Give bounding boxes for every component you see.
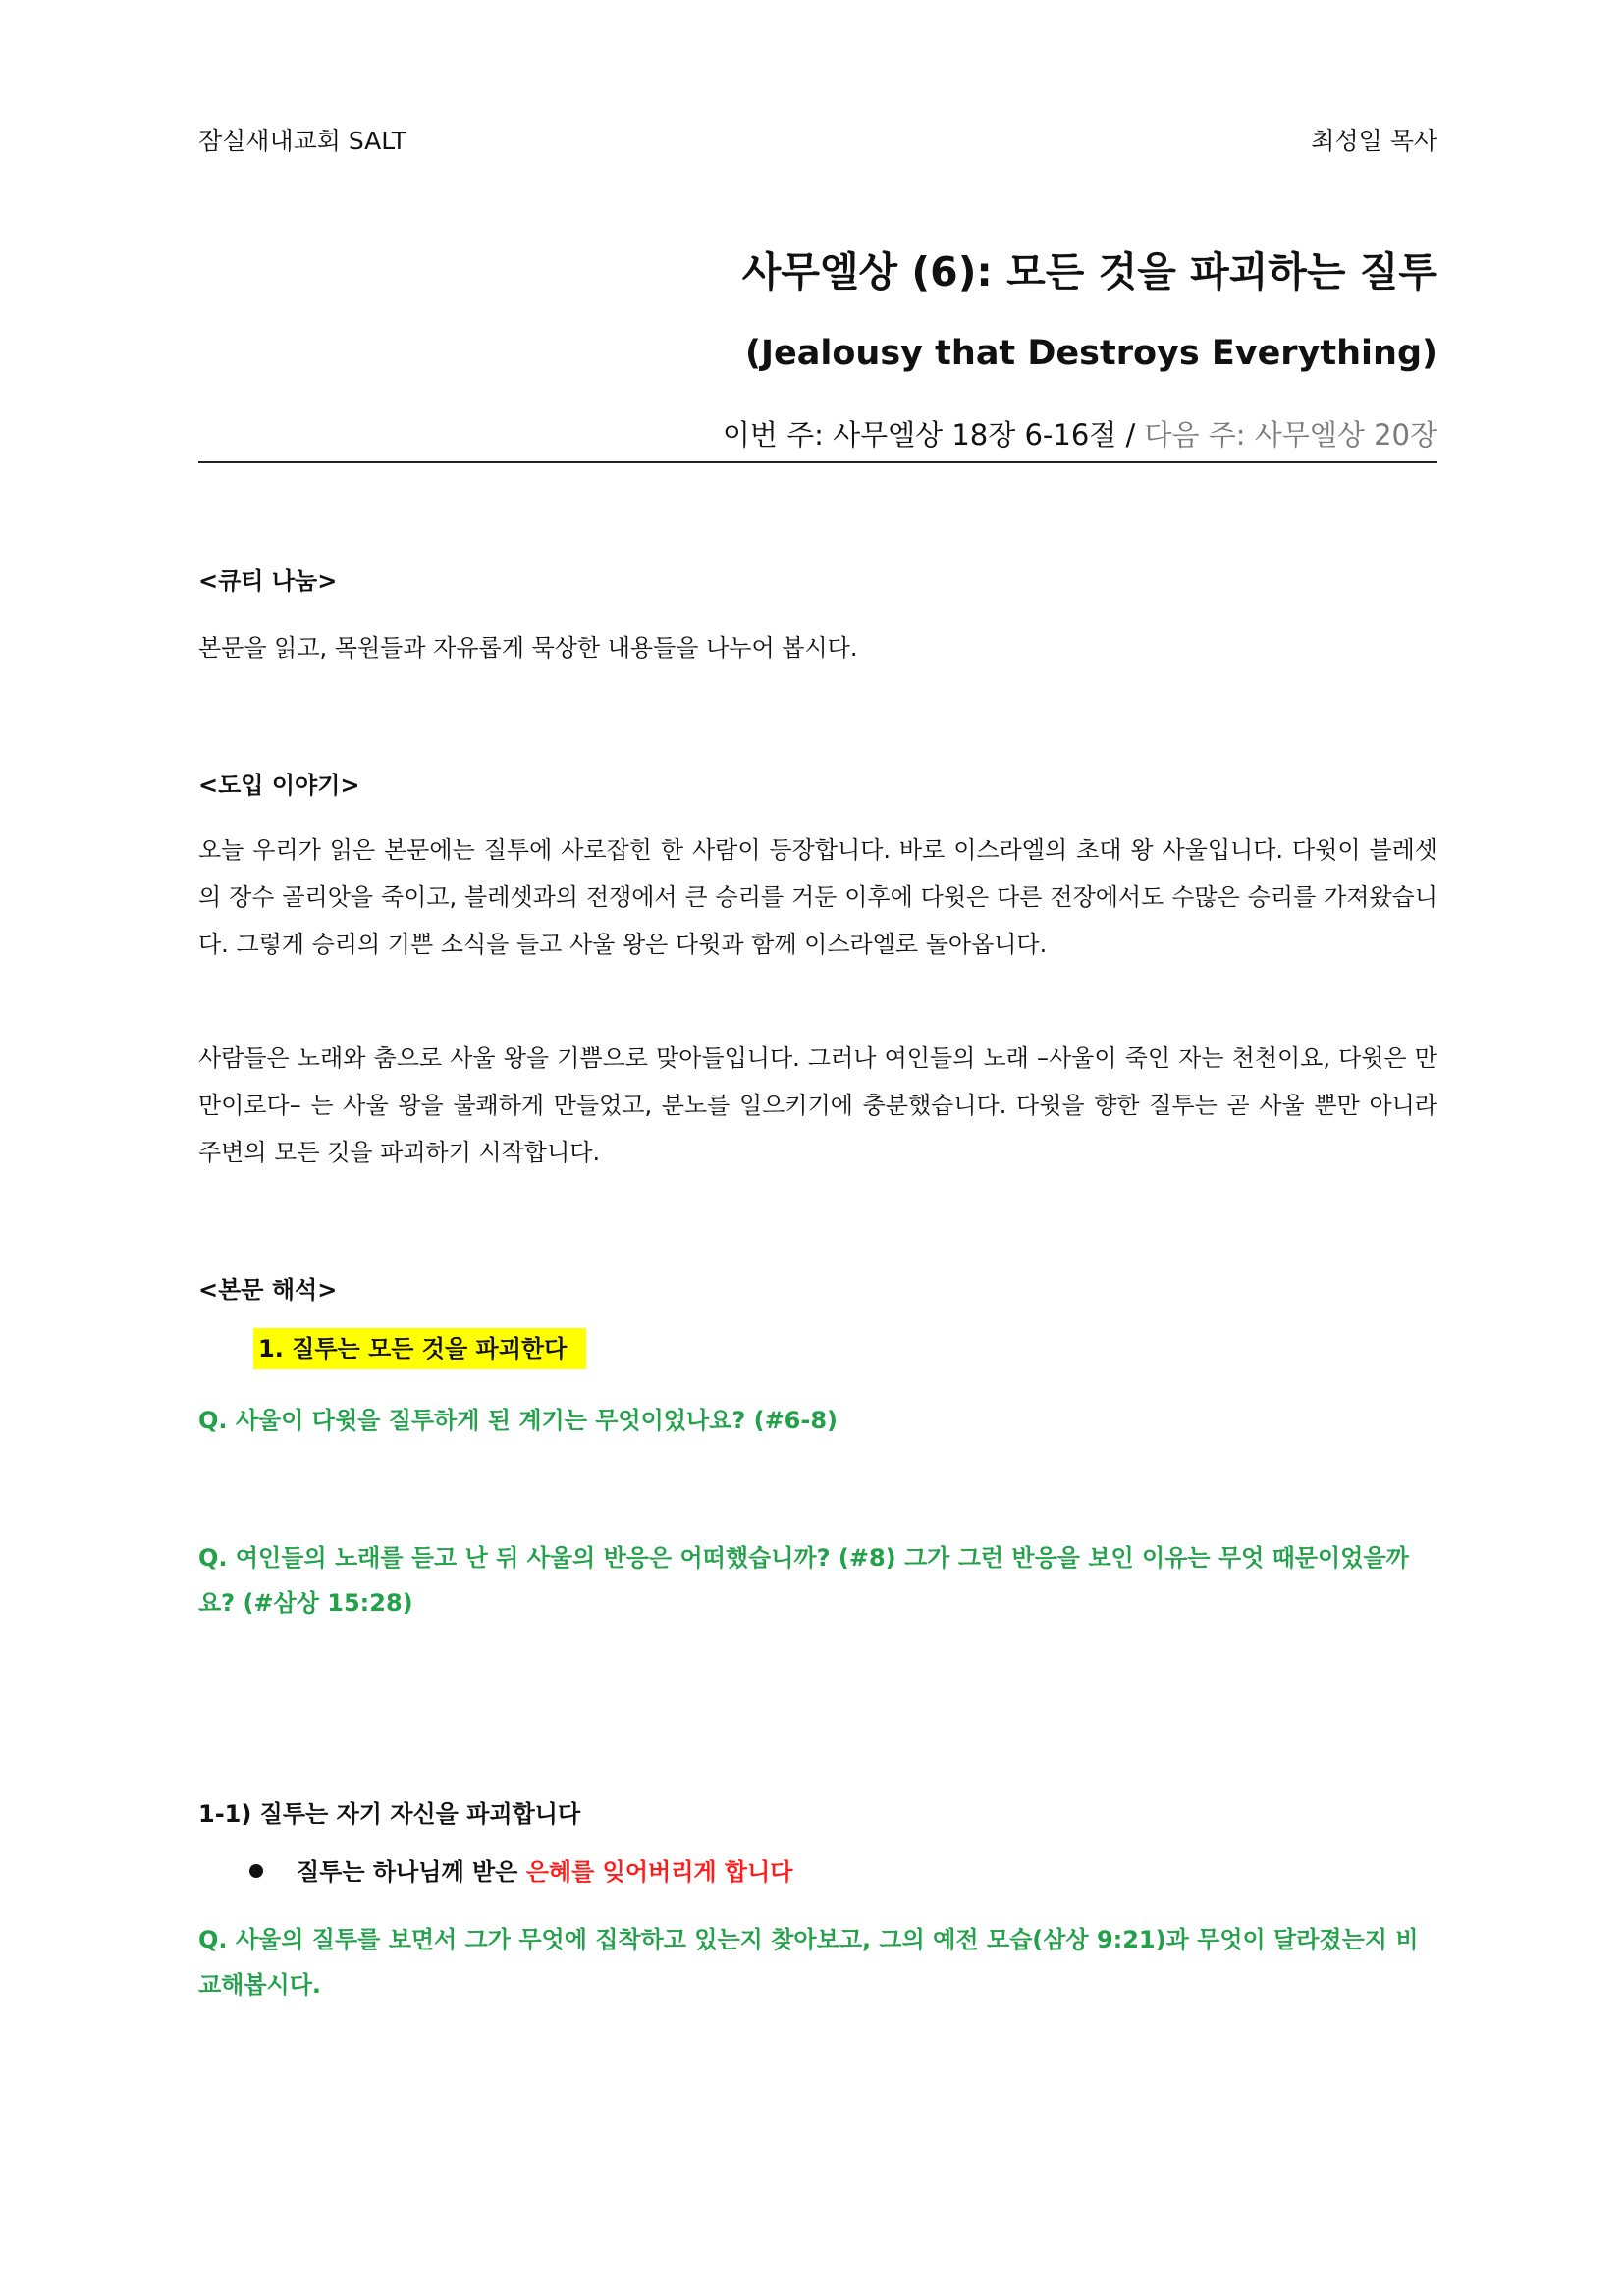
this-week-range: 이번 주: 사무엘상 18장 6-16절 xyxy=(722,418,1117,452)
scripture-range xyxy=(723,413,1437,454)
question-3: Q. 사울의 질투를 보면서 그가 무엇에 집착하고 있는지 찾아보고, 그의 예전 모습(삼상 9:21)과 무엇이 달라졌는지 비교해봅시다. xyxy=(198,1926,1419,1999)
document-title: 사무엘상 (6): 모든 것을 파괴하는 질투 xyxy=(741,248,1437,295)
intro-paragraph-1: 오늘 우리가 읽은 본문에는 질투에 사로잡힌 한 사람이 등장합니다. 바로 이스라엘의 초대 왕 사울입니다. 다윗이 블레셋의 장수 골리앗을 죽이고, 블레셋과의 전쟁에서 큰 승리를 거둔 이후에 다윗은 다른 전장에서도 수많은 승리를 가져왔습니다. 그렇게 승리의 기쁜 소식을 들고 사울 왕은 다윗과 함께 이스라엘로 돌아옵니다. xyxy=(198,836,1437,958)
church-name: 잠실새내교회 SALT xyxy=(198,127,407,155)
range-separator: / xyxy=(1116,418,1145,452)
bullet-dot-icon xyxy=(249,1864,263,1878)
document-subtitle: (Jealousy that Destroys Everything) xyxy=(745,334,1437,373)
highlighted-point-1: 1. 질투는 모든 것을 파괴한다 xyxy=(253,1328,586,1369)
question-2: Q. 여인들의 노래를 듣고 난 뒤 사울의 반응은 어떠했습니까? (#8) 그가 그런 반응을 보인 이유는 무엇 때문이었을까요? (#삼상 15:28) xyxy=(198,1544,1409,1617)
bullet-emphasis: 은혜를 잊어버리게 합니다 xyxy=(525,1858,793,1886)
intro-heading: <도입 이야기> xyxy=(198,772,360,799)
pastor-name: 최성일 목사 xyxy=(1311,127,1437,155)
qt-text: 본문을 읽고, 목원들과 자유롭게 묵상한 내용들을 나누어 봅시다. xyxy=(198,634,858,662)
intro-paragraph-2: 사람들은 노래와 춤으로 사울 왕을 기쁨으로 맞아들입니다. 그러나 여인들의 노래 –사울이 죽인 자는 천천이요, 다윗은 만만이로다– 는 사울 왕을 불쾌하게 만들었고, 분노를 일으키기에 충분했습니다. 다윗을 향한 질투는 곧 사울 뿐만 아니라 주변의 모든 것을 파괴하기 시작합니다. xyxy=(198,1044,1437,1166)
bullet-text: 질투는 하나님께 받은 xyxy=(297,1858,526,1886)
title-divider xyxy=(198,461,1437,463)
subpoint-1-1: 1-1) 질투는 자기 자신을 파괴합니다 xyxy=(198,1800,581,1828)
page-header xyxy=(198,122,1437,161)
next-week-range: 다음 주: 사무엘상 20장 xyxy=(1144,418,1437,452)
question-1: Q. 사울이 다윗을 질투하게 된 계기는 무엇이었나요? (#6-8) xyxy=(198,1407,839,1434)
qt-heading: <큐티 나눔> xyxy=(198,567,338,595)
bullet-item xyxy=(249,1852,792,1887)
exegesis-heading: <본문 해석> xyxy=(198,1276,338,1304)
